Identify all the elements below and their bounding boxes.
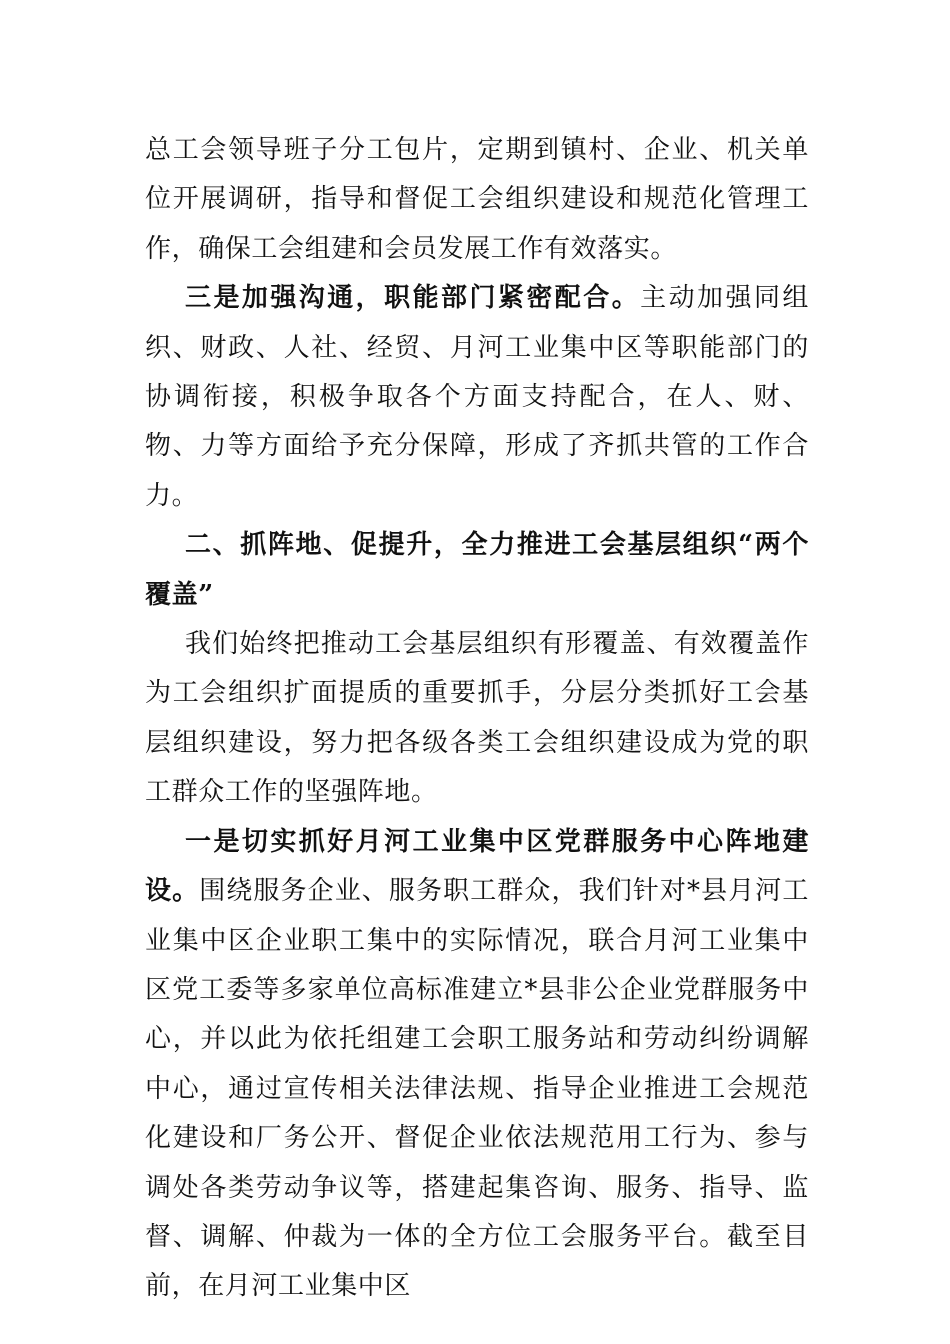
paragraph-lead: 一是切实抓好月河工业集中区党群服务中心阵地建设。 [145, 826, 809, 907]
section-heading: 二、抓阵地、促提升，全力推进工会基层组织“两个覆盖” [145, 530, 809, 610]
document-page [145, 126, 809, 1312]
paragraph-text: 我们始终把推动工会基层组织有形覆盖、有效覆盖作为工会组织扩面提质的重要抓手，分层分类抓好工会基层组织建设，努力把各级各类工会组织建设成为党的职工群众工作的坚强阵地。 [145, 629, 809, 808]
paragraph-lead: 三是加强沟通，职能部门紧密配合。 [185, 283, 641, 314]
paragraph-text: 总工会领导班子分工包片，定期到镇村、企业、机关单位开展调研，指导和督促工会组织建设和规范化管理工作，确保工会组建和会员发展工作有效落实。 [145, 135, 809, 264]
paragraph-text: 主动加强同组织、财政、人社、经贸、月河工业集中区等职能部门的协调衔接，积极争取各个方面支持配合，在人、财、物、力等方面给予充分保障，形成了齐抓共管的工作合力。 [145, 283, 809, 511]
paragraph-text: 围绕服务企业、服务职工群众，我们针对*县月河工业集中区企业职工集中的实际情况，联合月河工业集中区党工委等多家单位高标准建立*县非公企业党群服务中心，并以此为依托组建工会职工服务站和劳动纠纷调解中心，通过宣传相关法律法规、指导企业推进工会规范化建设和厂务公开、督促企业依法规范用工行为、参与调处各类劳动争议等，搭建起集咨询、服务、指导、监督、调解、仲裁为一体的全方位工会服务平台。截至目前，在月河工业集中区 [145, 876, 809, 1302]
paragraph-continuation [145, 126, 809, 274]
paragraph-intro [145, 620, 809, 818]
paragraph-service-center [145, 818, 809, 1312]
paragraph-communication [145, 274, 809, 521]
